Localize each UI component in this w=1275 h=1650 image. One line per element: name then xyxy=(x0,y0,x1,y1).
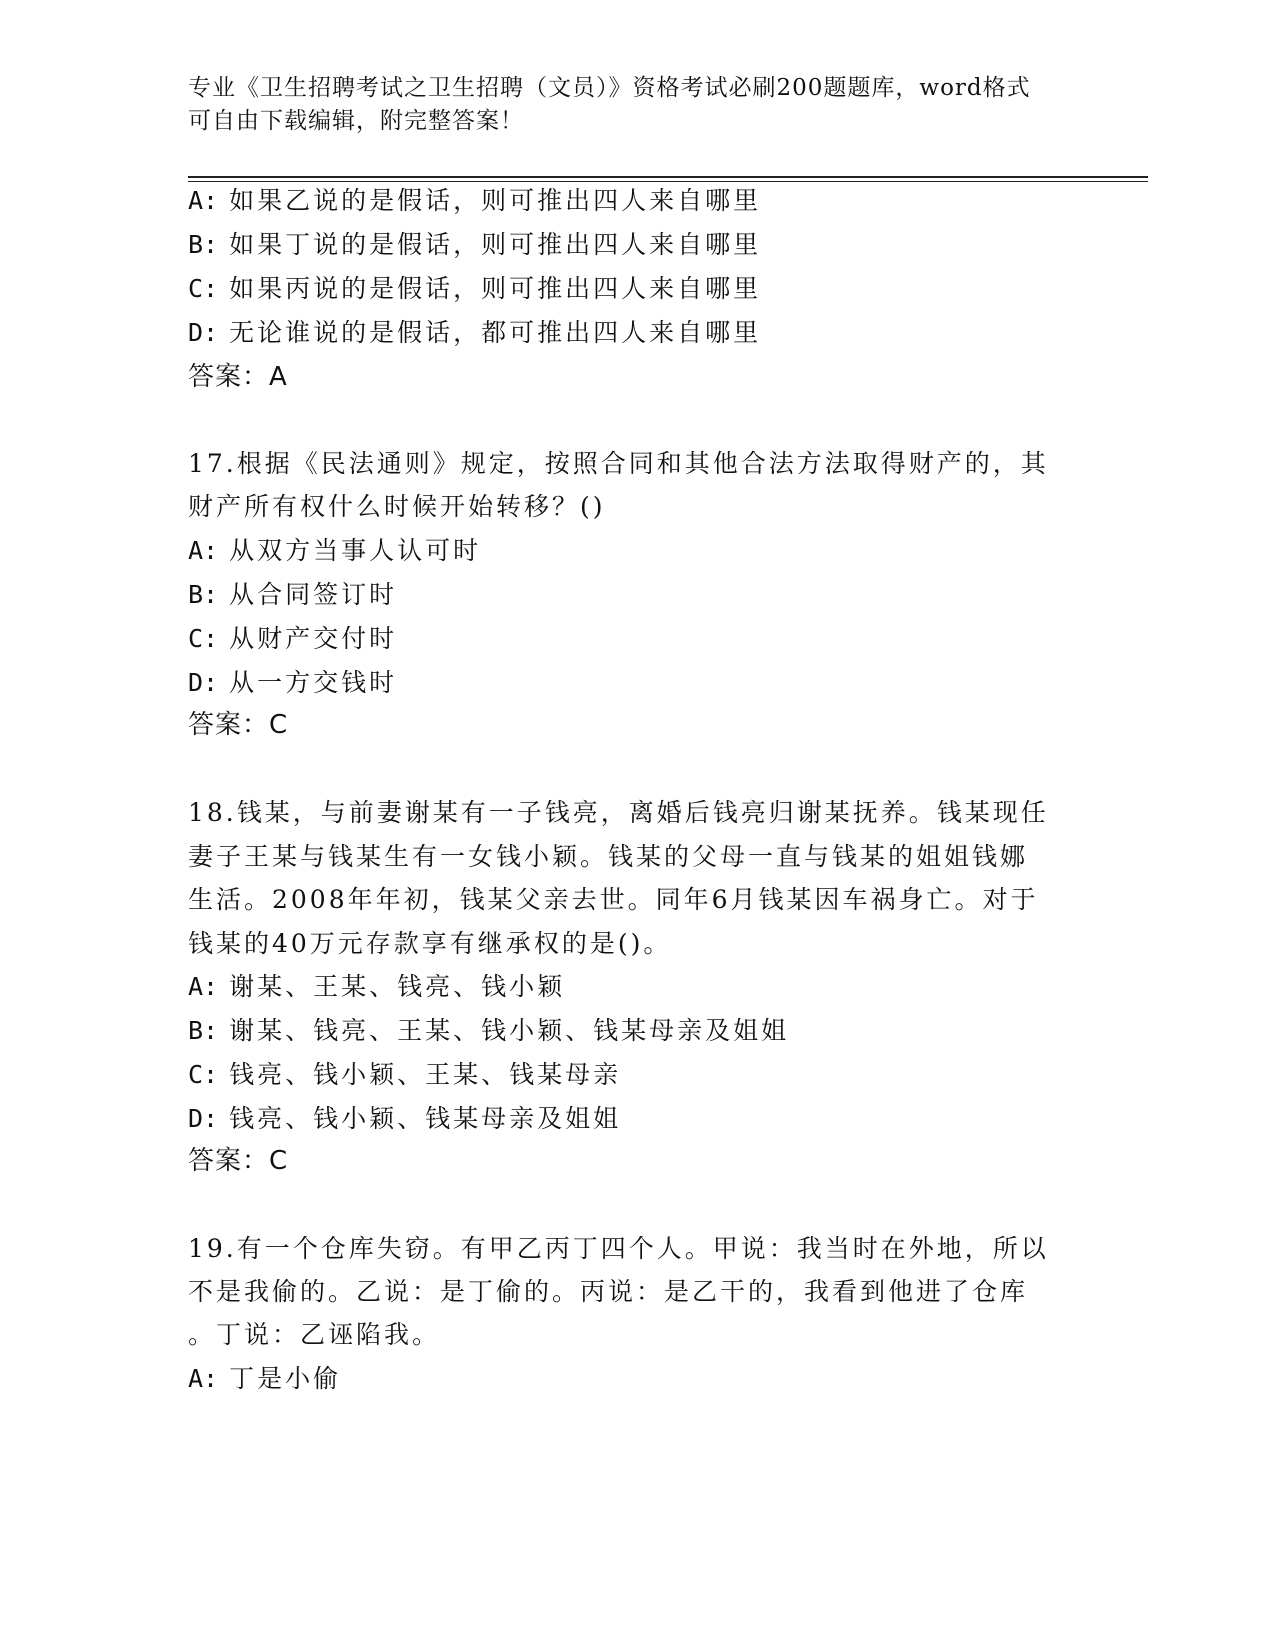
option-letter: C: xyxy=(188,274,219,303)
option-text: 钱亮、钱小颖、钱某母亲及姐姐 xyxy=(229,1104,622,1133)
option-letter: D: xyxy=(188,318,219,347)
option-text: 无论谁说的是假话，都可推出四人来自哪里 xyxy=(229,318,762,347)
q19-stem-line-1: 19.有一个仓库失窃。有甲乙丙丁四个人。甲说：我当时在外地，所以 xyxy=(188,1234,1049,1263)
option-text: 谢某、王某、钱亮、钱小颖 xyxy=(229,972,566,1001)
q17-option-b xyxy=(188,572,397,618)
q18-option-d xyxy=(188,1096,621,1142)
header-line-2: 可自由下载编辑，附完整答案！ xyxy=(188,108,524,134)
option-text: 从一方交钱时 xyxy=(229,668,398,697)
option-text: 丁是小偷 xyxy=(229,1364,342,1393)
option-text: 谢某、钱亮、王某、钱小颖、钱某母亲及姐姐 xyxy=(229,1016,790,1045)
option-text: 如果丙说的是假话，则可推出四人来自哪里 xyxy=(229,274,762,303)
option-letter: C: xyxy=(188,1060,219,1089)
option-text: 从双方当事人认可时 xyxy=(229,536,482,565)
q18-stem-line-2: 妻子王某与钱某生有一女钱小颖。钱某的父母一直与钱某的姐姐钱娜 xyxy=(188,842,1029,871)
option-text: 如果乙说的是假话，则可推出四人来自哪里 xyxy=(229,186,762,215)
option-text: 如果丁说的是假话，则可推出四人来自哪里 xyxy=(229,230,762,259)
option-letter: A: xyxy=(188,1364,219,1393)
q18-answer: 答案：C xyxy=(188,1146,289,1176)
q17-option-a xyxy=(188,528,481,574)
q18-stem-line-3: 生活。2008年年初，钱某父亲去世。同年6月钱某因车祸身亡。对于 xyxy=(188,885,1039,914)
option-letter: B: xyxy=(188,230,219,259)
q17-option-c xyxy=(188,616,397,662)
q16-option-a xyxy=(188,178,761,224)
q19-stem-line-2: 不是我偷的。乙说：是丁偷的。丙说：是乙干的，我看到他进了仓库 xyxy=(188,1277,1029,1306)
option-text: 从合同签订时 xyxy=(229,580,398,609)
header-line-1: 专业《卫生招聘考试之卫生招聘（文员）》资格考试必刷200题题库，word格式 xyxy=(188,75,1031,101)
option-letter: A: xyxy=(188,186,219,215)
q18-stem-line-4: 钱某的40万元存款享有继承权的是()。 xyxy=(188,929,672,958)
option-text: 从财产交付时 xyxy=(229,624,398,653)
q18-option-a xyxy=(188,964,565,1010)
q17-option-d xyxy=(188,660,397,706)
option-letter: B: xyxy=(188,1016,219,1045)
option-letter: D: xyxy=(188,1104,219,1133)
q17-stem-line-2: 财产所有权什么时候开始转移？() xyxy=(188,492,606,521)
q16-option-d xyxy=(188,310,761,356)
option-text: 钱亮、钱小颖、王某、钱某母亲 xyxy=(229,1060,622,1089)
option-letter: A: xyxy=(188,972,219,1001)
option-letter: B: xyxy=(188,580,219,609)
q18-option-c xyxy=(188,1052,621,1098)
option-letter: A: xyxy=(188,536,219,565)
document-header xyxy=(188,72,1088,138)
option-letter: D: xyxy=(188,668,219,697)
q16-option-b xyxy=(188,222,761,268)
q19-option-a xyxy=(188,1356,341,1402)
q19-stem-line-3: 。丁说：乙诬陷我。 xyxy=(188,1320,441,1349)
q17-answer: 答案：C xyxy=(188,710,289,740)
q17-stem-line-1: 17.根据《民法通则》规定，按照合同和其他合法方法取得财产的，其 xyxy=(188,449,1049,478)
q18-stem-line-1: 18.钱某，与前妻谢某有一子钱亮，离婚后钱亮归谢某抚养。钱某现任 xyxy=(188,798,1049,827)
option-letter: C: xyxy=(188,624,219,653)
q16-option-c xyxy=(188,266,761,312)
q18-option-b xyxy=(188,1008,789,1054)
q16-answer: 答案：A xyxy=(188,362,288,392)
